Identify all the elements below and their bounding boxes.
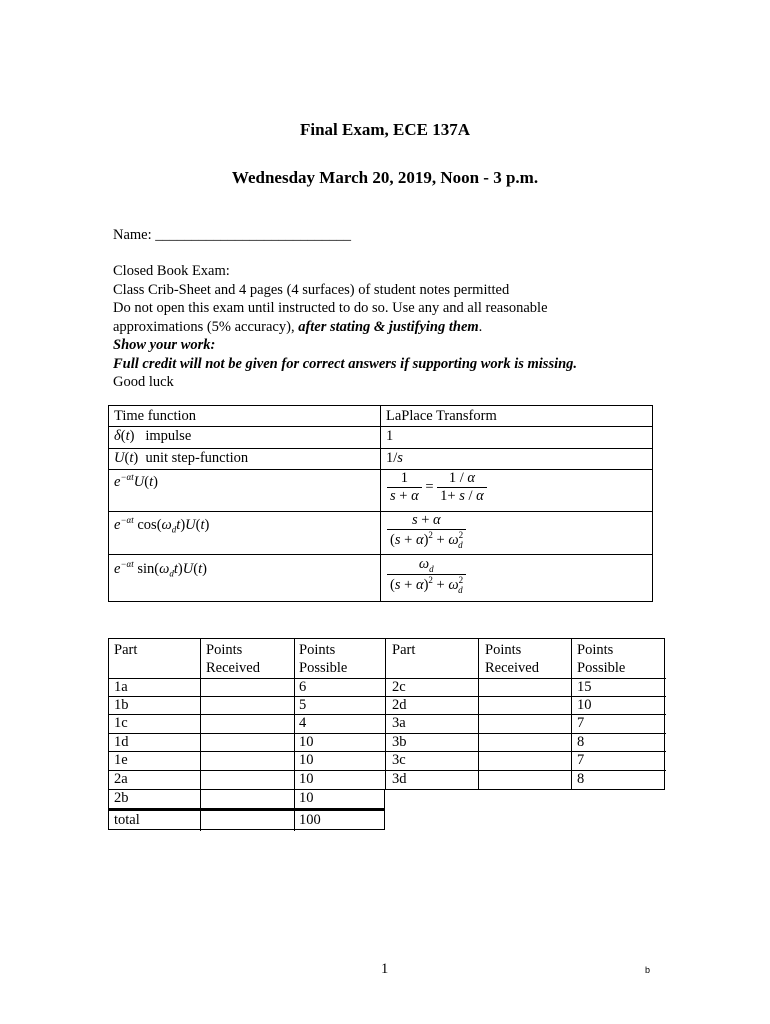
table-cell: 10 xyxy=(299,752,314,768)
total-label: total xyxy=(114,812,140,828)
total-points: 100 xyxy=(299,812,321,828)
table-cell: 10 xyxy=(299,790,314,806)
table-row: 3d xyxy=(392,771,407,787)
laplace-row-damped-sine: $e^{-\alpha t}$ $\sin(\omega_dt)U(t)$ xyxy=(114,559,207,579)
instruction-closed-book: Closed Book Exam: xyxy=(113,263,230,279)
laplace-row-step-transform: 1/s xyxy=(386,450,403,466)
instruction-approximations: approximations (5% accuracy), after stating & justifying them. xyxy=(113,318,483,335)
table-cell: 8 xyxy=(577,771,585,787)
grades-header-possible-right: Points Possible xyxy=(577,642,626,676)
laplace-row-damped-cosine: $e^{-\alpha t}$ $\cos(\omega_dt)U(t)$ xyxy=(114,515,210,535)
table-row: 2b xyxy=(114,790,129,806)
table-cell: 8 xyxy=(577,734,585,750)
table-cell: 5 xyxy=(299,697,307,713)
table-cell: 10 xyxy=(577,697,592,713)
table-row: 3b xyxy=(392,734,407,750)
table-row: 3c xyxy=(392,752,406,768)
instruction-do-not-open: Do not open this exam until instructed to do so. Use any and all reasonable xyxy=(113,300,548,316)
grades-header-part-left: Part xyxy=(114,642,138,658)
grades-header-received-right: Points Received xyxy=(485,642,539,676)
instructions xyxy=(113,262,577,392)
name-label: Name: xyxy=(113,227,152,243)
laplace-row-impulse: δ(t) impulse xyxy=(114,428,192,444)
table-cell: 6 xyxy=(299,679,307,695)
instruction-full-credit: Full credit will not be given for correct answers if supporting work is missing. xyxy=(113,355,578,372)
corner-mark: b xyxy=(645,965,651,975)
table-cell: 10 xyxy=(299,771,314,787)
instruction-good-luck: Good luck xyxy=(113,374,174,390)
grades-table-total-section xyxy=(108,789,385,830)
table-cell: 4 xyxy=(299,715,307,731)
table-cell: 7 xyxy=(577,752,585,768)
name-blank: ___________________________ xyxy=(155,227,352,243)
grades-header-part-right: Part xyxy=(392,642,416,658)
table-row: 1d xyxy=(114,734,129,750)
laplace-header-transform: LaPlace Transform xyxy=(386,408,497,424)
grades-header-received-left: Points Received xyxy=(206,642,260,676)
table-row: 2c xyxy=(392,679,406,695)
table-row: 1e xyxy=(114,752,128,768)
laplace-row-step: U(t) unit step-function xyxy=(114,450,249,466)
grades-header-possible-left: Points Possible xyxy=(299,642,348,676)
table-row: 1a xyxy=(114,679,128,695)
grades-table xyxy=(108,638,665,790)
laplace-row-damped-cosine-transform: $\frac{s + \alpha}{(s + \alpha)^2 + \omega^2_d}$ xyxy=(387,512,466,550)
instruction-crib-sheet: Class Crib-Sheet and 4 pages (4 surfaces) of student notes permitted xyxy=(113,281,510,298)
table-cell: 7 xyxy=(577,715,585,731)
table-row: 1b xyxy=(114,697,129,713)
table-row: 1c xyxy=(114,715,128,731)
table-row: 3a xyxy=(392,715,406,731)
table-cell: 15 xyxy=(577,679,592,695)
name-line xyxy=(113,226,351,245)
table-row: 2d xyxy=(392,697,407,713)
table-cell: 10 xyxy=(299,734,314,750)
laplace-header-time-function: Time function xyxy=(114,408,197,424)
laplace-table xyxy=(108,405,653,602)
exam-date: Wednesday March 20, 2019, Noon - 3 p.m. xyxy=(231,168,539,187)
exam-title: Final Exam, ECE 137A xyxy=(299,120,471,139)
table-row: 2a xyxy=(114,771,128,787)
laplace-row-exponential-transform: $\frac{1}{s + \alpha}$ = $\frac{1 / \alpha}{1+ s / \alpha}$ xyxy=(387,470,487,505)
laplace-row-impulse-transform: 1 xyxy=(386,428,394,444)
laplace-row-exponential: $e^{-\alpha t}U(t)$ xyxy=(114,472,158,490)
instruction-show-work: Show your work: xyxy=(113,337,216,353)
laplace-row-damped-sine-transform: $\frac{\omega_d}{(s + \alpha)^2 + \omega^2_d}$ xyxy=(387,556,466,595)
page-number: 1 xyxy=(381,961,389,977)
